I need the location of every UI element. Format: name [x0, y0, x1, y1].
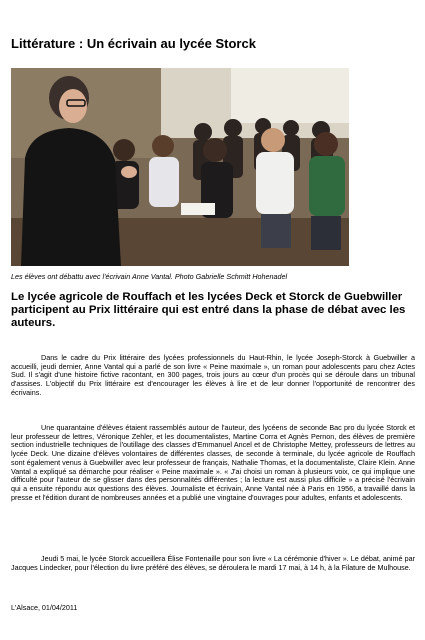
article-paragraph: Jeudi 5 mai, le lycée Storck accueillera Élise Fontenaille pour son livre « La cérémonie d'hiver ». Le débat, animé par Jacques Lindecker, pour l'élection du livre préféré des élèves, se déroulera le mardi 17 mai, à 14 h, à la Filature de Mulhouse.	[11, 554, 415, 572]
photo-caption: Les élèves ont débattu avec l'écrivain Anne Vantal. Photo Gabrielle Schmitt Hohenadel	[11, 272, 288, 281]
article-photo	[11, 68, 349, 266]
article-paragraph: Dans le cadre du Prix littéraire des lycées professionnels du Haut-Rhin, le lycée Joseph-Storck à Guebwiller a accueilli, jeudi dernier, Anne Vantal qui a parlé de son livre « Peine maximale », un roman pour adolescents paru chez Actes Sud. Il s'agit d'une histoire fictive racontant, en 300 pages, trois jours au cœur d'un procès qui se déroule dans un tribunal d'assises. L'objectif du Prix littéraire est d'encourager les élèves à lire et de leur donner l'opportunité de rencontrer des écrivains.	[11, 353, 415, 397]
article-title: Littérature : Un écrivain au lycée Storck	[11, 36, 256, 51]
article-lead: Le lycée agricole de Rouffach et les lycées Deck et Storck de Guebwiller participent au Prix littéraire qui est entré dans la phase de débat avec les auteurs.	[11, 291, 406, 329]
article-source: L'Alsace, 01/04/2011	[11, 603, 78, 612]
article-paragraph: Une quarantaine d'élèves étaient rassemblés autour de l'auteur, des lycéens de seconde Bac pro du lycée Storck et leur professeur de lettres, Véronique Zehler, et les documentalistes, Martine Corra et Agnès Pernon, des élèves de première section industrielle techniques de l'outillage des classes d'Emmanuel Ancel et de Christophe Mettey, professeurs de lettres au lycée Deck. Une dizaine d'élèves volontaires de différentes classes, de seconde à terminale, du lycée agricole de Rouffach sont également venus à Guebwiller avec leur professeur de français, Nathalie Thomas, et la documentaliste, Claire Klein. Anne Vantal a expliqué sa démarche pour réaliser « Peine maximale ». « J'ai choisi un roman à plusieurs voix, ce qui implique une difficulté pour l'auteur de se glisser dans des personnalités différentes ; la lecture est aussi plus difficile » a précisé l'écrivain qui a ensuite répondu aux questions des élèves. Journaliste et écrivain, Anne Vantal née à Paris en 1956, a travaillé dans la presse et l'édition durant de nombreuses années et a publié une vingtaine d'ouvrages pour adultes, enfants et adolescents.	[11, 423, 415, 502]
